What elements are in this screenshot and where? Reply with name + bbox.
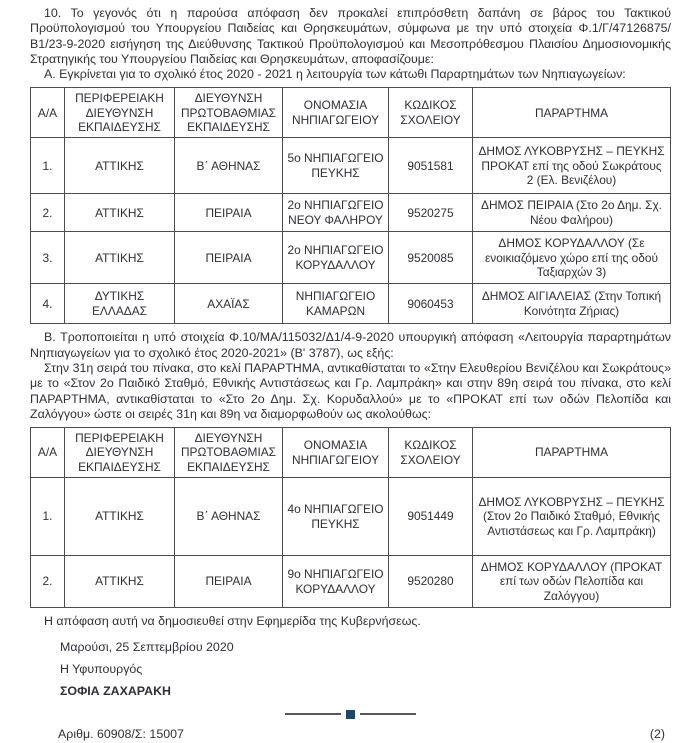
paragraph-section-a: Α. Εγκρίνεται για το σχολικό έτος 2020 - 2021 η λειτουργία των κάτωθι Παραρτημάτων των Νηπιαγωγείων: [44,67,626,82]
table-header-row [31,428,671,478]
header-cell-kindergarten-name: ΟΝΟΜΑΣΙΑ ΝΗΠΙΑΓΩΓΕΙΟΥ [283,428,389,478]
cell-code: 9520280 [389,556,473,608]
amendment-table [30,427,671,608]
section-divider [30,709,671,719]
header-cell-aa: Α/Α [31,428,65,478]
cell-regional: ΑΤΤΙΚΗΣ [65,478,175,556]
cell-name: 4ο ΝΗΠΙΑΓΩΓΕΙΟ ΠΕΥΚΗΣ [283,478,389,556]
table-row [31,478,671,556]
document-marker: (2) [649,727,665,742]
cell-aa: 1. [31,478,65,556]
table-row [31,556,671,608]
table-row [31,284,671,324]
header-cell-annex: ΠΑΡΑΡΤΗΜΑ [473,428,671,478]
header-cell-school-code: ΚΩΔΙΚΟΣ ΣΧΟΛΕΙΟΥ [389,428,473,478]
cell-annex: ΔΗΜΟΣ ΚΟΡΥΔΑΛΛΟΥ (Σε ενοικιαζόμενο χώρο επί της οδού Ταξιαρχών 3) [473,232,671,284]
cell-name: 9ο ΝΗΠΙΑΓΩΓΕΙΟ ΚΟΡΥΔΑΛΛΟΥ [283,556,389,608]
cell-directorate: ΠΕΙΡΑΙΑ [175,194,283,232]
cell-directorate: Β΄ ΑΘΗΝΑΣ [175,478,283,556]
cell-code: 9060453 [389,284,473,324]
paragraph-section-b: Β. Τροποποιείται η υπό στοιχεία Φ.10/ΜΑ/115032/Δ1/4-9-2020 υπουργική απόφαση «Λειτουργία παραρτημάτων Νηπιαγωγείων για το σχολικό έτος 2020-2021» (Β' 3787), ως εξής: [30,330,671,360]
paragraph-amendment-details: Στην 31η σειρά του πίνακα, στο κελί ΠΑΡΑΡΤΗΜΑ, αντικαθίσταται το «Στην Ελευθερίου Βενιζέλου και Σωκράτους» με το «Στον 2ο Παιδικό Σταθμό, Εθνικής Αντιστάσεως και Γρ. Λαμπράκη» και στην 89η σειρά του πίνακα, στο κελί ΠΑΡΑΡΤΗΜΑ, αντικαθίσταται το «Στο 2ο Δημ. Σχ. Κορυδαλλού» με το «ΠΡΟΚΑΤ επί των οδών Πελοπίδα και Ζαλόγγου» ώστε οι σειρές 31η και 89η να διαμορφωθούν ως ακολούθως: [30,361,671,421]
cell-name: 2ο ΝΗΠΙΑΓΩΓΕΙΟ ΝΕΟΥ ΦΑΛΗΡΟΥ [283,194,389,232]
cell-regional: ΑΤΤΙΚΗΣ [65,194,175,232]
cell-code: 9051581 [389,138,473,194]
cell-annex: ΔΗΜΟΣ ΛΥΚΟΒΡΥΣΗΣ – ΠΕΥΚΗΣ (Στον 2ο Παιδικό Σταθμό, Εθνικής Αντιστάσεως και Γρ. Λαμπράκη) [473,478,671,556]
divider-line-left [285,713,341,715]
header-cell-primary-directorate: ΔΙΕΥΘΥΝΣΗ ΠΡΩΤΟΒΑΘΜΙΑΣ ΕΚΠΑΙΔΕΥΣΗΣ [175,428,283,478]
header-cell-kindergarten-name: ΟΝΟΜΑΣΙΑ ΝΗΠΙΑΓΩΓΕΙΟΥ [283,88,389,138]
table-row [31,232,671,284]
cell-aa: 3. [31,232,65,284]
header-cell-school-code: ΚΩΔΙΚΟΣ ΣΧΟΛΕΙΟΥ [389,88,473,138]
cell-aa: 2. [31,556,65,608]
cell-regional: ΑΤΤΙΚΗΣ [65,556,175,608]
cell-code: 9520085 [389,232,473,284]
cell-annex: ΔΗΜΟΣ ΑΙΓΙΑΛΕΙΑΣ (Στην Τοπική Κοινότητα Ζήριας) [473,284,671,324]
cell-code: 9520275 [389,194,473,232]
cell-regional: ΔΥΤΙΚΗΣ ΕΛΛΑΔΑΣ [65,284,175,324]
header-cell-regional-directorate: ΠΕΡΙΦΕΡΕΙΑΚΗ ΔΙΕΥΘΥΝΣΗ ΕΚΠΑΙΔΕΥΣΗΣ [65,428,175,478]
table-row [31,194,671,232]
header-cell-annex: ΠΑΡΑΡΤΗΜΑ [473,88,671,138]
cell-annex: ΔΗΜΟΣ ΛΥΚΟΒΡΥΣΗΣ – ΠΕΥΚΗΣ ΠΡΟΚΑΤ επί της οδού Σωκράτους 2 (Ελ. Βενιζέλου) [473,138,671,194]
cell-directorate: ΠΕΙΡΑΙΑ [175,556,283,608]
header-cell-regional-directorate: ΠΕΡΙΦΕΡΕΙΑΚΗ ΔΙΕΥΘΥΝΣΗ ΕΚΠΑΙΔΕΥΣΗΣ [65,88,175,138]
next-document-header [30,727,671,742]
cell-directorate: ΑΧΑΪΑΣ [175,284,283,324]
signature-name: ΣΟΦΙΑ ΖΑΧΑΡΑΚΗ [60,684,171,699]
header-cell-primary-directorate: ΔΙΕΥΘΥΝΣΗ ΠΡΩΤΟΒΑΘΜΙΑΣ ΕΚΠΑΙΔΕΥΣΗΣ [175,88,283,138]
table-row [31,138,671,194]
cell-name: 2ο ΝΗΠΙΑΓΩΓΕΙΟ ΚΟΡΥΔΑΛΛΟΥ [283,232,389,284]
paragraph-funding-clause: 10. Το γεγονός ότι η παρούσα απόφαση δεν προκαλεί επιπρόσθετη δαπάνη σε βάρος του Τακτικού Προϋπολογισμού του Υπουργείου Παιδείας και Θρησκευμάτων, σύμφωνα με την υπό στοιχεία Φ.1/Γ/47126875/Β1/23-9-2020 εισήγηση της Διεύθυνσης Τακτικού Προϋπολογισμού και Μεσοπρόθεσμου Πλαισίου Δημοσιονομικής Στρατηγικής του Υπουργείου Παιδείας και Θρησκευμάτων, αποφασίζουμε: [30,6,671,66]
signature-block [60,640,671,700]
cell-regional: ΑΤΤΙΚΗΣ [65,232,175,284]
cell-directorate: Β΄ ΑΘΗΝΑΣ [175,138,283,194]
cell-annex: ΔΗΜΟΣ ΚΟΡΥΔΑΛΛΟΥ (ΠΡΟΚΑΤ επί των οδών Πελοπίδα και Ζαλόγγου) [473,556,671,608]
paragraph-publication-clause: Η απόφαση αυτή να δημοσιευθεί στην Εφημερίδα της Κυβερνήσεως. [44,614,421,629]
document-number: Αριθμ. 60908/Σ: 15007 [58,727,184,742]
cell-annex: ΔΗΜΟΣ ΠΕΙΡΑΙΑ (Στο 2ο Δημ. Σχ. Νέου Φαλήρου) [473,194,671,232]
cell-aa: 2. [31,194,65,232]
header-cell-aa: Α/Α [31,88,65,138]
signature-place-date: Μαρούσι, 25 Σεπτεμβρίου 2020 [60,639,234,654]
cell-aa: 1. [31,138,65,194]
cell-regional: ΑΤΤΙΚΗΣ [65,138,175,194]
cell-directorate: ΠΕΙΡΑΙΑ [175,232,283,284]
cell-name: ΝΗΠΙΑΓΩΓΕΙΟ ΚΑΜΑΡΩΝ [283,284,389,324]
signature-role: Η Υφυπουργός [60,661,143,676]
cell-aa: 4. [31,284,65,324]
cell-name: 5ο ΝΗΠΙΑΓΩΓΕΙΟ ΠΕΥΚΗΣ [283,138,389,194]
approval-table [30,87,671,324]
divider-square-icon [346,710,355,719]
divider-line-right [360,713,416,715]
cell-code: 9051449 [389,478,473,556]
table-header-row [31,88,671,138]
